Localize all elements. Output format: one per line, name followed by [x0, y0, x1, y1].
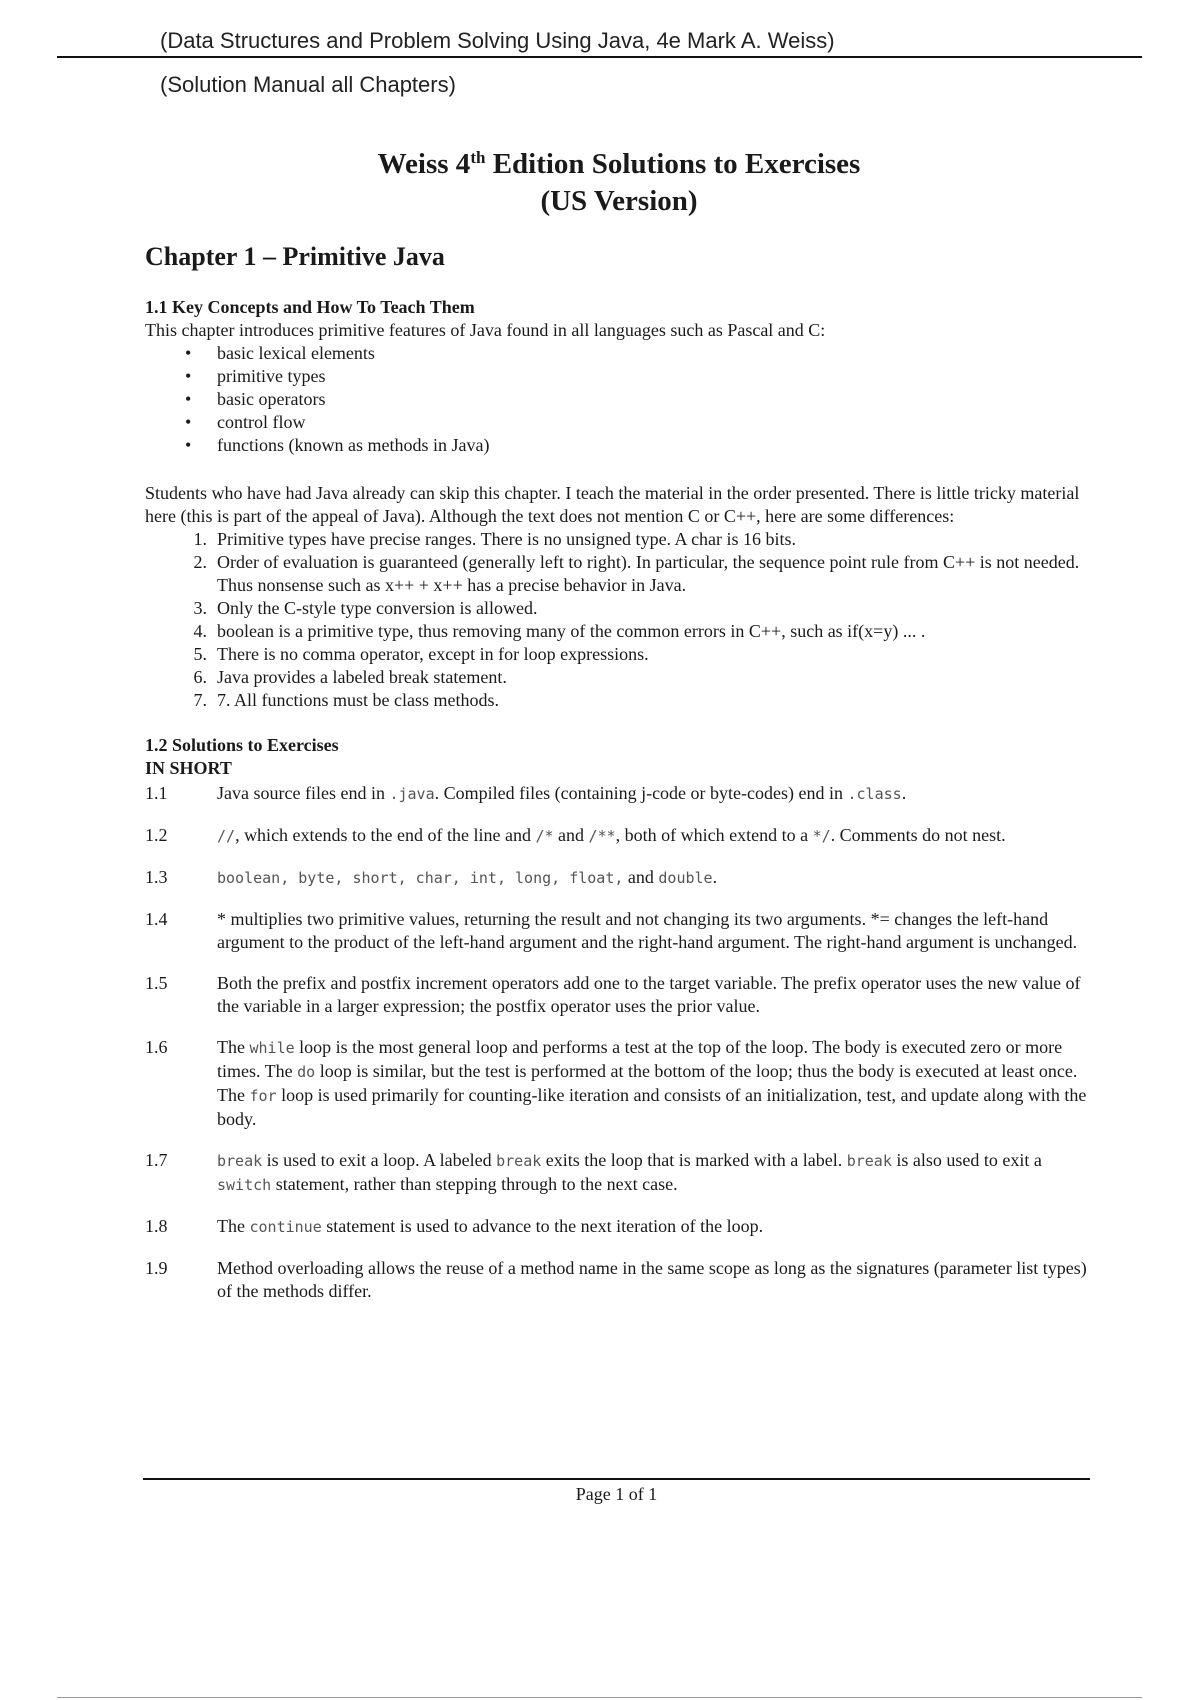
exercise-text: and — [553, 825, 589, 845]
title-superscript: th — [470, 148, 486, 167]
teaching-paragraph: Students who have had Java already can skip this chapter. I teach the material in the order presented. There is little tricky material here (this is part of the appeal of Java). Although the text does not mention C or C++, here are some differences: — [145, 483, 1080, 526]
list-item — [145, 643, 1090, 666]
chapter-heading: Chapter 1 – Primitive Java — [145, 242, 445, 271]
item-text: Java provides a labeled break statement. — [217, 667, 507, 687]
code-for: for — [249, 1087, 277, 1105]
list-item — [145, 597, 1090, 620]
code-switch: switch — [217, 1176, 272, 1194]
running-header-subtitle: (Solution Manual all Chapters) — [160, 72, 456, 97]
title-prefix: Weiss 4 — [377, 148, 471, 180]
item-number: 5. — [193, 644, 207, 664]
section-heading-solutions: 1.2 Solutions to Exercises — [145, 735, 339, 755]
concept-list — [145, 342, 1090, 457]
exercise-1-7 — [145, 1149, 1090, 1197]
exercise-text: . — [712, 867, 718, 887]
item-number: 4. — [193, 621, 207, 641]
title-line-1 — [0, 146, 1200, 183]
exercise-number: 1.7 — [145, 1150, 168, 1170]
list-item: • control flow — [145, 411, 1090, 434]
exercise-text: The — [217, 1037, 250, 1057]
item-text: 7. All functions must be class methods. — [217, 690, 499, 710]
title-suffix: Edition Solutions to Exercises — [485, 148, 861, 180]
section-intro: This chapter introduces primitive features of Java found in all languages such as Pascal and C: — [145, 320, 826, 340]
exercise-text: Method overloading allows the reuse of a method name in the same scope as long as the signatures (parameter list types) of the methods differ. — [217, 1258, 1087, 1301]
item-text: boolean is a primitive type, thus removing many of the common errors in C++, such as if(x=y) ... . — [217, 621, 926, 641]
exercise-1-3 — [145, 866, 1090, 890]
code-java-ext: .java — [389, 785, 435, 803]
list-item — [145, 689, 1090, 712]
exercise-text: loop is the most general loop and performs a test at the top of the loop. The body is executed zero or more times. The — [217, 1037, 1063, 1081]
exercise-number: 1.5 — [145, 973, 168, 993]
exercise-text: * multiplies two primitive values, returning the result and not changing its two arguments. *= changes the left-hand argument to the product of the left-hand argument and the right-hand argument. The right-hand argument is unchanged. — [217, 909, 1078, 952]
document-title — [0, 146, 1200, 220]
exercise-1-2 — [145, 824, 1090, 848]
exercise-1-9 — [145, 1257, 1090, 1303]
exercise-number: 1.3 — [145, 867, 168, 887]
list-item — [145, 551, 1090, 597]
code-comment-end: */ — [812, 827, 831, 845]
section-solutions — [145, 734, 1090, 1303]
exercise-text: Both the prefix and postfix increment operators add one to the target variable. The prefix operator uses the new value of the variable in a larger expression; the postfix operator uses the prior value. — [217, 973, 1081, 1016]
list-item: • functions (known as methods in Java) — [145, 434, 1090, 457]
differences-list — [145, 528, 1090, 712]
code-primitive-types: boolean, byte, short, char, int, long, float, — [217, 869, 624, 887]
code-class-ext: .class — [847, 785, 902, 803]
document-body — [145, 296, 1090, 1321]
list-item — [145, 666, 1090, 689]
item-text: There is no comma operator, except in for loop expressions. — [217, 644, 649, 664]
exercise-text: , both of which extend to a — [615, 825, 813, 845]
code-double: double — [658, 869, 713, 887]
code-while: while — [249, 1039, 295, 1057]
code-block-comment: /* — [535, 827, 554, 845]
item-text: Only the C-style type conversion is allowed. — [217, 598, 538, 618]
exercise-number: 1.2 — [145, 825, 168, 845]
page-bottom-rule — [57, 1697, 1142, 1698]
exercise-text: and — [623, 867, 659, 887]
exercise-text: is also used to exit a — [891, 1150, 1042, 1170]
exercise-text: loop is used primarily for counting-like iteration and consists of an initialization, test, and update along with the body. — [217, 1085, 1087, 1129]
code-break: break — [846, 1152, 892, 1170]
item-text: Order of evaluation is guaranteed (generally left to right). In particular, the sequence point rule from C++ is not needed. Thus nonsense such as x++ + x++ has a precise behavior in Java. — [217, 552, 1080, 595]
item-number: 7. — [193, 690, 207, 710]
item-number: 1. — [193, 529, 207, 549]
exercise-number: 1.4 — [145, 909, 168, 929]
item-text: Primitive types have precise ranges. There is no unsigned type. A char is 16 bits. — [217, 529, 797, 549]
exercise-text: is used to exit a loop. A labeled — [262, 1150, 497, 1170]
header-rule — [57, 56, 1142, 58]
code-line-comment: // — [217, 827, 236, 845]
exercise-1-4 — [145, 908, 1090, 954]
item-number: 6. — [193, 667, 207, 687]
code-do: do — [297, 1063, 316, 1081]
exercise-1-8 — [145, 1215, 1090, 1239]
running-header-book-title: (Data Structures and Problem Solving Using Java, 4e Mark A. Weiss) — [160, 28, 835, 53]
footer-rule — [143, 1478, 1090, 1480]
list-item — [145, 620, 1090, 643]
list-item: • basic lexical elements — [145, 342, 1090, 365]
exercise-text: . — [901, 783, 907, 803]
exercise-text: . Compiled files (containing j-code or byte-codes) end in — [434, 783, 848, 803]
exercise-text: . Comments do not nest. — [830, 825, 1006, 845]
code-break: break — [217, 1152, 263, 1170]
exercise-1-1 — [145, 782, 1090, 806]
exercise-text: , which extends to the end of the line and — [235, 825, 536, 845]
exercise-text: Java source files end in — [217, 783, 390, 803]
exercise-text: exits the loop that is marked with a label. — [541, 1150, 847, 1170]
subsection-heading-in-short: IN SHORT — [145, 758, 232, 778]
list-item — [145, 528, 1090, 551]
code-doc-comment: /** — [588, 827, 616, 845]
exercise-1-6 — [145, 1036, 1090, 1131]
exercise-text: The — [217, 1216, 250, 1236]
item-number: 2. — [193, 552, 207, 572]
exercise-number: 1.6 — [145, 1037, 168, 1057]
list-item: • primitive types — [145, 365, 1090, 388]
page-number: Page 1 of 1 — [575, 1484, 658, 1504]
list-item: • basic operators — [145, 388, 1090, 411]
exercise-number: 1.9 — [145, 1258, 168, 1278]
code-break: break — [496, 1152, 542, 1170]
exercise-text: loop is similar, but the test is performed at the bottom of the loop; thus the body is executed at least once. The — [217, 1061, 1078, 1105]
code-continue: continue — [249, 1218, 322, 1236]
exercise-1-5 — [145, 972, 1090, 1018]
exercise-text: statement is used to advance to the next iteration of the loop. — [321, 1216, 764, 1236]
title-line-2: (US Version) — [540, 185, 698, 217]
exercise-number: 1.8 — [145, 1216, 168, 1236]
exercise-text: statement, rather than stepping through to the next case. — [271, 1174, 678, 1194]
section-heading-key-concepts: 1.1 Key Concepts and How To Teach Them — [145, 297, 475, 317]
exercise-number: 1.1 — [145, 783, 168, 803]
item-number: 3. — [193, 598, 207, 618]
